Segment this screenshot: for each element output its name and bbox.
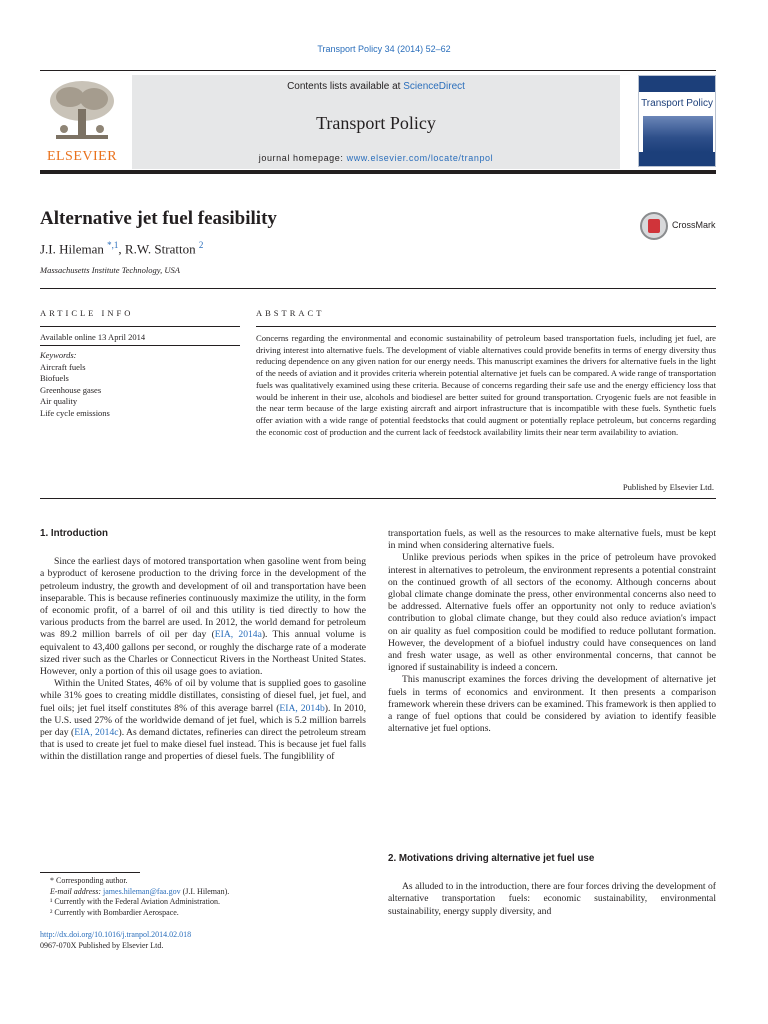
article-info-mid-rule bbox=[40, 345, 240, 346]
paragraph-text: Since the earliest days of motored transportation when gasoline went from being a byproduct of kerosene production to the driving force in the development of the petroleum industry, the growth and development of oil and transportation have been inseparable. This is because refineries continuously maximize the utility, in the form of economic profit, of a barrel of oil and this utility is tied directly to how the various products from the barrel are used. In 2012, the world demand for petroleum was 89.2 million barrels of oil per day ( bbox=[40, 556, 366, 641]
abstract-bottom-rule bbox=[40, 498, 716, 499]
section-2-heading: 2. Motivations driving alternative jet fuel use bbox=[388, 853, 595, 864]
corresponding-author-note: * Corresponding author. bbox=[50, 876, 128, 885]
affiliation: Massachusetts Institute Technology, USA bbox=[40, 265, 180, 275]
contents-prefix: Contents lists available at bbox=[287, 81, 404, 92]
homepage-prefix: journal homepage: bbox=[258, 153, 347, 163]
email-suffix: (J.I. Hileman). bbox=[180, 886, 230, 896]
body-paragraph bbox=[40, 678, 366, 763]
body-left-column bbox=[40, 528, 366, 764]
article-title: Alternative jet fuel feasibility bbox=[40, 208, 277, 229]
author-hileman-marks[interactable]: *,1 bbox=[107, 240, 119, 250]
top-info-rule bbox=[40, 288, 716, 289]
journal-title: Transport Policy bbox=[316, 113, 436, 133]
footnote-1: ¹ Currently with the Federal Aviation Administration. bbox=[50, 897, 221, 906]
keyword-item: Greenhouse gases bbox=[40, 384, 102, 395]
available-online: Available online 13 April 2014 bbox=[40, 332, 146, 342]
masthead-center-box bbox=[132, 75, 620, 169]
footnotes bbox=[50, 876, 366, 918]
paragraph-text: ). This annual volume is equivalent to 43,400 gallons per second, or roughly the discharge rate of a moderate sized river such as the Charles or Connecticut Rivers in the Northeast United States. However, only a portion of this oil usage goes to aviation. bbox=[40, 629, 366, 678]
keyword-item: Biofuels bbox=[40, 373, 69, 383]
doi-block bbox=[40, 930, 191, 951]
keyword-item: Life cycle emissions bbox=[40, 407, 110, 418]
cover-footer bbox=[639, 152, 715, 166]
crossmark-badge[interactable] bbox=[640, 212, 720, 240]
body-paragraph bbox=[40, 556, 366, 678]
citation-link[interactable]: EIA, 2014c bbox=[74, 727, 119, 739]
email-link[interactable]: james.hileman@faa.gov bbox=[103, 886, 181, 896]
keyword-item: Air quality bbox=[40, 396, 78, 406]
body-paragraph: transportation fuels, as well as the resources to make alternative fuels, must be kept in mind when considering alternative fuels. bbox=[388, 528, 716, 552]
crossmark-bookmark-icon bbox=[648, 219, 660, 233]
keywords-block bbox=[40, 350, 110, 419]
body-paragraph: As alluded to in the introduction, there are four forces driving the development of alternative transportation fuels: economic sustainability, environmental sustainability, energy supply diversity, and bbox=[388, 881, 716, 917]
email-note bbox=[50, 887, 366, 898]
issn-line: 0967-070X Published by Elsevier Ltd. bbox=[40, 940, 164, 950]
crossmark-label: CrossMark bbox=[672, 220, 716, 230]
cover-band bbox=[639, 76, 715, 92]
elsevier-wordmark: ELSEVIER bbox=[46, 149, 118, 164]
elsevier-tree-icon bbox=[46, 79, 118, 143]
paragraph-text: Within the United States, 46% of oil by volume that is supplied goes to gasoline while 31% goes to creating middle distillates, consisting of diesel fuel, jet fuel, and fuel oils; jet fuel itself constitutes 8% of this average barrel ( bbox=[40, 678, 366, 714]
body-paragraph: This manuscript examines the forces driving the development of alternative jet fuels in terms of economics and environment. It then presents a comparison framework wherein these drivers can be examined. This framework is then applied to a range of fuel options that could be considered by aviation to identify feasible alternative jet fuel options. bbox=[388, 674, 716, 735]
abstract-rule bbox=[256, 326, 716, 327]
abstract-label: ABSTRACT bbox=[256, 308, 325, 318]
cover-image bbox=[643, 116, 713, 152]
body-right-column-section2 bbox=[388, 853, 716, 918]
masthead-bottom-rule bbox=[40, 170, 716, 174]
homepage-line bbox=[132, 153, 620, 163]
journal-citation[interactable]: Transport Policy 34 (2014) 52–62 bbox=[317, 44, 451, 54]
crossmark-icon bbox=[640, 212, 668, 240]
author-stratton[interactable]: R.W. Stratton bbox=[124, 241, 196, 257]
homepage-link[interactable]: www.elsevier.com/locate/tranpol bbox=[346, 153, 494, 163]
abstract-text: Concerns regarding the environmental and economic sustainability of petroleum based transportation fuels, including jet fuel, are driving interest into alternative fuels. The development of viable alternatives could provide benefits in terms of energy diversity thus reducing dependence on any given nation for our energy needs. This manuscript examines the drivers for alternative fuels in the light of the needs of aviation and it provides criteria wherein potential alternative jet fuels can be compared. A wide range of transportation fuels was qualitatively examined using these criteria. Because of concerns regarding their safe use and the energy efficiency loss that would be inherent in their use, alcohols and biodiesel are better suited for ground transportation. Cryogenic fuels are not feasible in the near term because of the large existing aircraft and airport infrastructure that is incompatible with these fuels. Synthetic fuels offer aviation with a wide range of potential feedstocks that could augment or potentially replace petroleum, but concerns regarding the economic cost of production and the current lack of feedstock availability limits their near term availability to aviation. bbox=[256, 333, 716, 437]
sciencedirect-link[interactable]: ScienceDirect bbox=[403, 81, 465, 92]
published-by: Published by Elsevier Ltd. bbox=[622, 482, 714, 492]
footnote-rule bbox=[40, 872, 140, 873]
keywords-heading: Keywords: bbox=[40, 350, 77, 360]
paragraph-text: ). In 2010, the U.S. used 27% of the worldwide demand of jet fuel, which is 5.2 million barrels per day ( bbox=[40, 702, 367, 739]
body-right-column bbox=[388, 528, 716, 735]
cover-title: Transport Policy bbox=[641, 98, 713, 109]
article-info-label: ARTICLE INFO bbox=[40, 308, 134, 318]
paragraph-text: ). As demand dictates, refineries can direct the petroleum stream that is used to create jet fuel to make diesel fuel instead. This is because jet fuel falls within the distillation range and properties of diesel fuels. The fungiblility of bbox=[40, 727, 366, 763]
journal-cover-thumbnail[interactable] bbox=[638, 75, 716, 167]
citation-link[interactable]: EIA, 2014b bbox=[279, 702, 325, 714]
keyword-item: Aircraft fuels bbox=[40, 361, 86, 372]
footnote-2: ² Currently with Bombardier Aerospace. bbox=[50, 907, 179, 917]
elsevier-logo[interactable] bbox=[40, 77, 124, 169]
author-hileman[interactable]: J.I. Hileman bbox=[40, 241, 104, 257]
author-separator: , bbox=[118, 241, 125, 257]
doi-link[interactable]: http://dx.doi.org/10.1016/j.tranpol.2014.02.018 bbox=[40, 930, 192, 939]
journal-masthead bbox=[40, 70, 716, 170]
email-label: E-mail address: bbox=[50, 886, 104, 896]
author-stratton-marks[interactable]: 2 bbox=[198, 240, 204, 250]
article-info-rule bbox=[40, 326, 240, 327]
section-1-heading: 1. Introduction bbox=[40, 528, 109, 539]
author-line bbox=[40, 240, 203, 257]
contents-line bbox=[132, 81, 620, 92]
citation-link[interactable]: EIA, 2014a bbox=[214, 629, 262, 641]
body-paragraph: Unlike previous periods when spikes in the price of petroleum have provoked interest in alternatives to petroleum, the environment represents a potential constraint on the continued growth of all sectors of the economy. Although concerns about global climate change dominate the press, other environmental concerns also need to be addressed. Alternative fuels offer an opportunity not only to reduce aviation's contribution to global climate change, but they could also reduce aviation's impact on air quality as fuel composition could be modified to reduce pollutant formation. However, the development of a biofuel industry could have consequences on land and fresh water usage, as well as other environmental concerns, that cannot be ignored if sustainability is indeed a concern. bbox=[388, 552, 716, 674]
